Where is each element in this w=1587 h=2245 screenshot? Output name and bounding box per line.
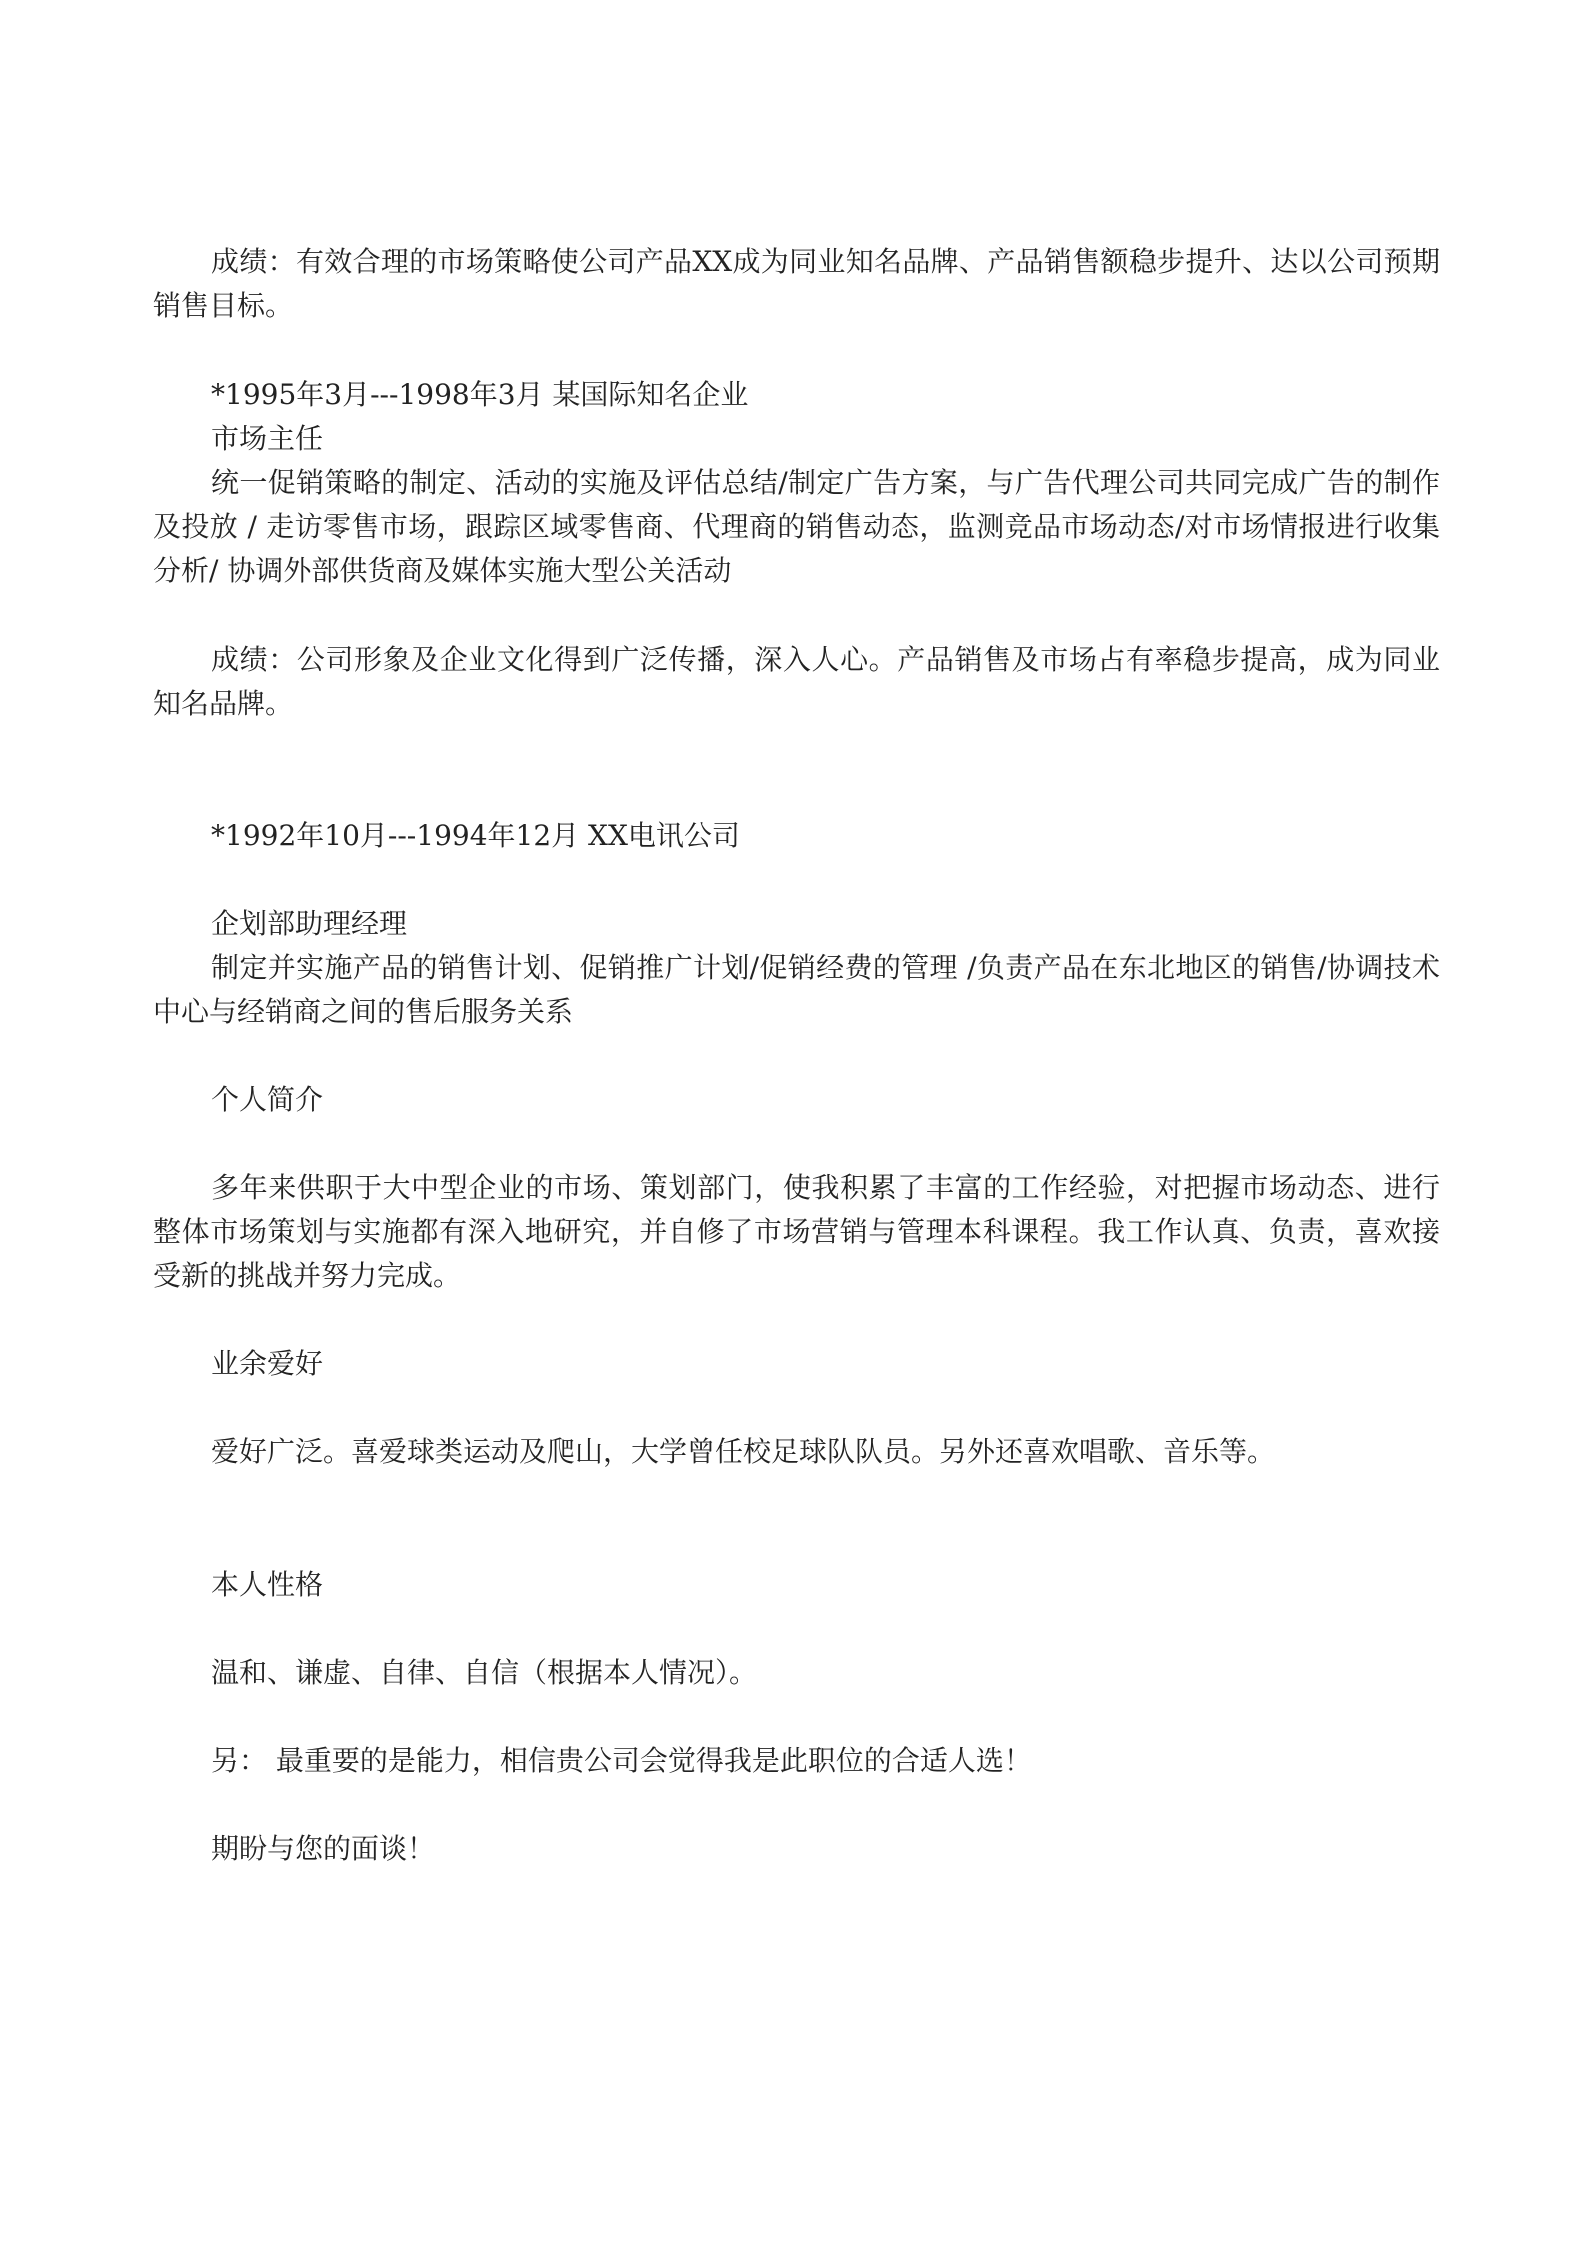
job-title-assistant-manager: 企划部助理经理 (211, 907, 408, 940)
paragraph-personality: 温和、谦虚、自律、自信（根据本人情况）。 (211, 1656, 758, 1689)
section-heading-profile: 个人简介 (211, 1083, 324, 1116)
paragraph-hobbies: 爱好广泛。喜爱球类运动及爬山，大学曾任校足球队队员。另外还喜欢唱歌、音乐等。 (211, 1435, 1276, 1468)
job-heading-1995: *1995年3月---1998年3月 某国际知名企业 (211, 378, 749, 411)
section-heading-hobbies: 业余爱好 (211, 1347, 324, 1380)
section-heading-personality: 本人性格 (211, 1568, 324, 1601)
job-title-market-director: 市场主任 (211, 422, 324, 455)
paragraph-closing-wish: 期盼与您的面谈！ (211, 1832, 436, 1865)
paragraph-duties-1: 统一促销策略的制定、活动的实施及评估总结/制定广告方案，与广告代理公司共同完成广告的制作及投放 / 走访零售市场，跟踪区域零售商、代理商的销售动态，监测竞品市场动态/对市场情报进行收集分析/ 协调外部供货商及媒体实施大型公关活动 (153, 466, 1440, 587)
paragraph-duties-2: 制定并实施产品的销售计划、促销推广计划/促销经费的管理 /负责产品在东北地区的销售/协调技术中心与经销商之间的售后服务关系 (153, 951, 1440, 1028)
paragraph-profile: 多年来供职于大中型企业的市场、策划部门，使我积累了丰富的工作经验，对把握市场动态、进行整体市场策划与实施都有深入地研究，并自修了市场营销与管理本科课程。我工作认真、负责，喜欢接受新的挑战并努力完成。 (153, 1171, 1440, 1292)
paragraph-closing-note: 另： 最重要的是能力，相信贵公司会觉得我是此职位的合适人选！ (211, 1744, 1032, 1777)
job-heading-1992: *1992年10月---1994年12月 XX电讯公司 (211, 819, 740, 852)
paragraph-achievement-2: 成绩：公司形象及企业文化得到广泛传播，深入人心。产品销售及市场占有率稳步提高，成为同业知名品牌。 (153, 643, 1440, 720)
paragraph-achievement-1: 成绩：有效合理的市场策略使公司产品XX成为同业知名品牌、产品销售额稳步提升、达以公司预期销售目标。 (153, 245, 1440, 322)
